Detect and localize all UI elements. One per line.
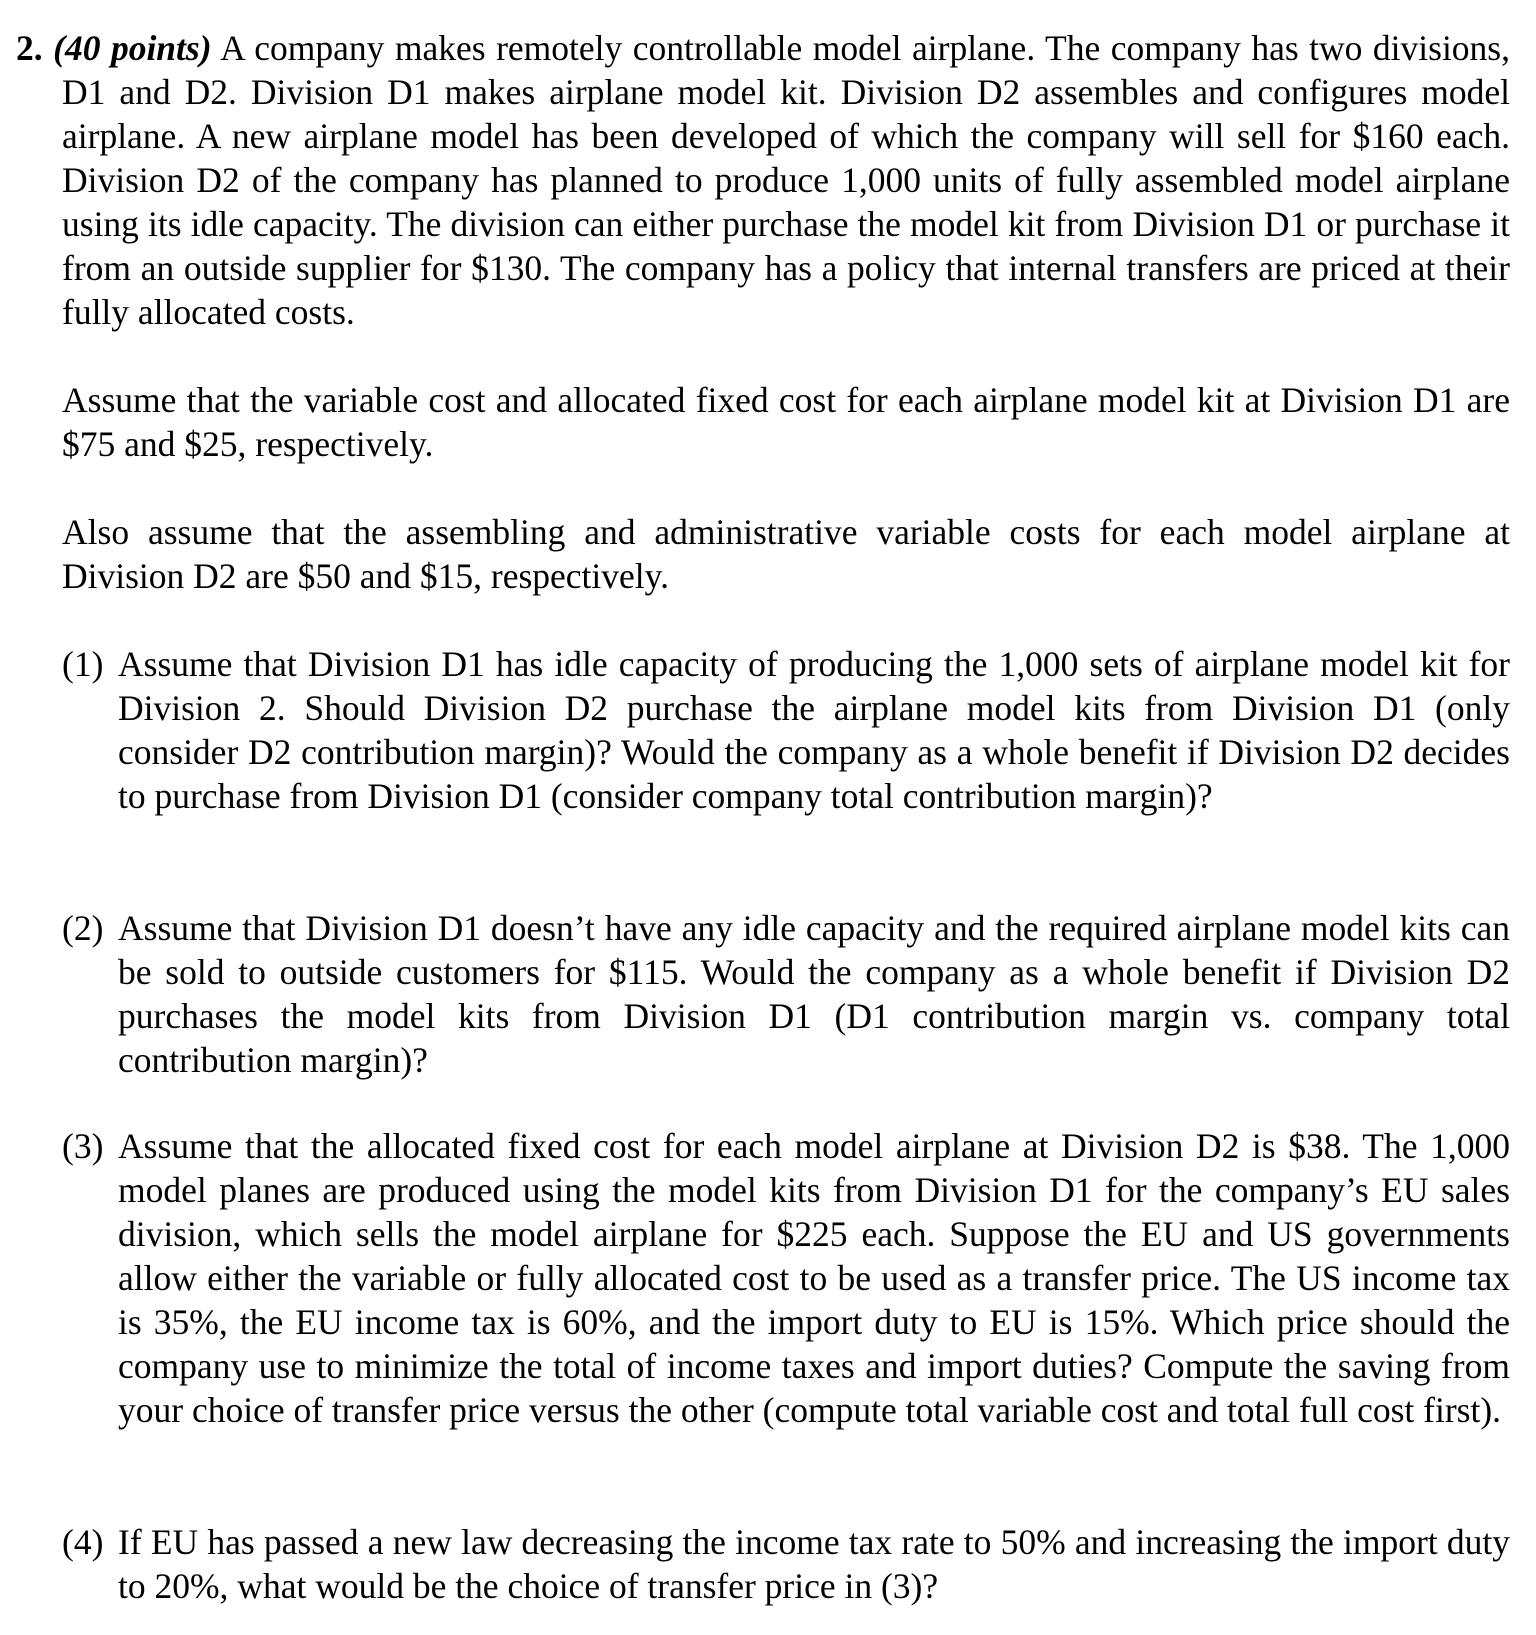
subquestion-marker: (2) (62, 908, 104, 948)
assumption-d2-costs: Also assume that the assembling and administrative variable costs for each model airplane at Division D2 are $50 and $15, respectively. (62, 512, 1510, 596)
subquestion-text: Assume that Division D1 has idle capacity of producing the 1,000 sets of airplane model kit for Division 2. Should Division D2 purchase the airplane model kits from Division D1 (only consider D2 contribution margin)? Would the company as a whole benefit if Division D2 decides to purchase from Division D1 (consider company total contribution margin)? (118, 644, 1510, 816)
subquestion-4 (62, 1520, 1510, 1608)
subquestion-1 (62, 642, 1510, 818)
question-number: 2. (16, 28, 43, 68)
subquestion-3 (62, 1124, 1510, 1432)
question-2-intro (16, 26, 1510, 334)
question-points: (40 points) (53, 28, 212, 68)
subquestion-text: If EU has passed a new law decreasing the income tax rate to 50% and increasing the import duty to 20%, what would be the choice of transfer price in (3)? (118, 1522, 1510, 1606)
question-intro-text: A company makes remotely controllable model airplane. The company has two divisions, D1 and D2. Division D1 makes airplane model kit. Division D2 assembles and configures model airplane. A new airplane model has been developed of which the company will sell for $160 each. Division D2 of the company has planned to produce 1,000 units of fully assembled model airplane using its idle capacity. The division can either purchase the model kit from Division D1 or purchase it from an outside supplier for $130. The company has a policy that internal transfers are priced at their fully allocated costs. (62, 28, 1511, 332)
subquestion-text: Assume that Division D1 doesn’t have any idle capacity and the required airplane model kits can be sold to outside customers for $115. Would the company as a whole benefit if Division D2 purchases the model kits from Division D1 (D1 contribution margin vs. company total contribution margin)? (118, 908, 1510, 1080)
subquestion-marker: (4) (62, 1522, 104, 1562)
assumption-d1-costs: Assume that the variable cost and allocated fixed cost for each airplane model kit at Division D1 are $75 and $25, respectively. (62, 380, 1510, 464)
subquestion-marker: (3) (62, 1126, 104, 1166)
subquestion-marker: (1) (62, 644, 104, 684)
subquestion-2 (62, 906, 1510, 1082)
subquestion-text: Assume that the allocated fixed cost for each model airplane at Division D2 is $38. The 1,000 model planes are produced using the model kits from Division D1 for the company’s EU sales division, which sells the model airplane for $225 each. Suppose the EU and US governments allow either the variable or fully allocated cost to be used as a transfer price. The US income tax is 35%, the EU income tax is 60%, and the import duty to EU is 15%. Which price should the company use to minimize the total of income taxes and import duties? Compute the saving from your choice of transfer price versus the other (compute total variable cost and total full cost first). (118, 1126, 1510, 1430)
